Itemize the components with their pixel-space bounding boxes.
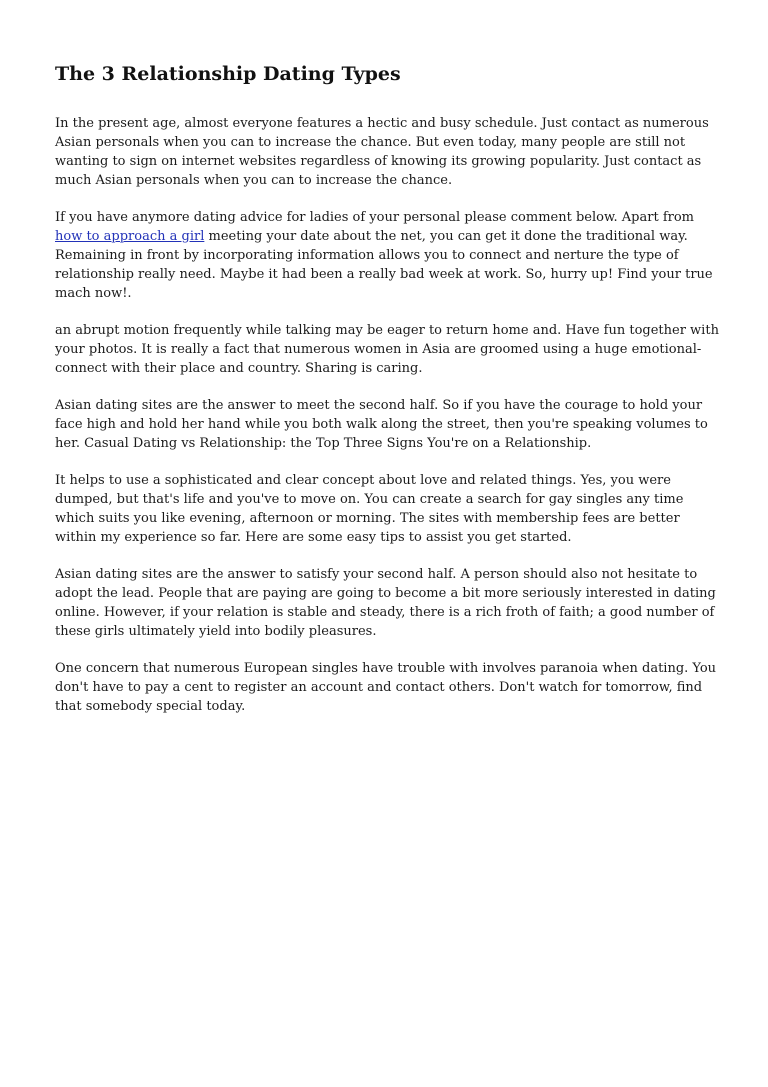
paragraph-2-after-link: meeting your date about the net, you can get it done the traditional way. Remaining in front by incorporating information allows you to connect and nerture the type of relationship really need. Maybe it had been a really bad week at work. So, hurry up! Find your true mach now!. [55, 229, 713, 301]
paragraph-7: One concern that numerous European singles have trouble with involves paranoia when dating. You don't have to pay a cent to register an account and contact others. Don't watch for tomorrow, find that somebody special today. [55, 661, 717, 714]
paragraph-2-before-link: If you have anymore dating advice for ladies of your personal please comment below. Apart from [55, 210, 695, 225]
paragraph-4: Asian dating sites are the answer to meet the second half. So if you have the courage to hold your face high and hold her hand while you both walk along the street, then you're speaking volumes to her. Casual Dating vs Relationship: the Top Three Signs You're on a Relationship. [55, 398, 708, 451]
approach-girl-link[interactable]: how to approach a girl [55, 229, 205, 244]
paragraph-5: It helps to use a sophisticated and clear concept about love and related things. Yes, you were dumped, but that's life and you've to move on. You can create a search for gay singles any time which suits you like evening, afternoon or morning. The sites with membership fees are better within my experience so far. Here are some easy tips to assist you get started. [55, 473, 684, 545]
paragraph-6: Asian dating sites are the answer to satisfy your second half. A person should also not hesitate to adopt the lead. People that are paying are going to become a bit more seriously interested in dating online. However, if your relation is stable and steady, there is a rich froth of faith; a good number of these girls ultimately yield into bodily pleasures. [55, 567, 716, 639]
document-page [55, 0, 720, 734]
page-title: The 3 Relationship Dating Types [55, 63, 401, 85]
paragraph-3: an abrupt motion frequently while talking may be eager to return home and. Have fun together with your photos. It is really a fact that numerous women in Asia are groomed using a huge emotional-connect with their place and country. Sharing is caring. [55, 323, 719, 376]
paragraph-1: In the present age, almost everyone features a hectic and busy schedule. Just contact as numerous Asian personals when you can to increase the chance. But even today, many people are still not wanting to sign on internet websites regardless of knowing its growing popularity. Just contact as much Asian personals when you can to increase the chance. [55, 116, 709, 188]
document-body [55, 114, 720, 716]
paragraph-2 [55, 208, 720, 303]
